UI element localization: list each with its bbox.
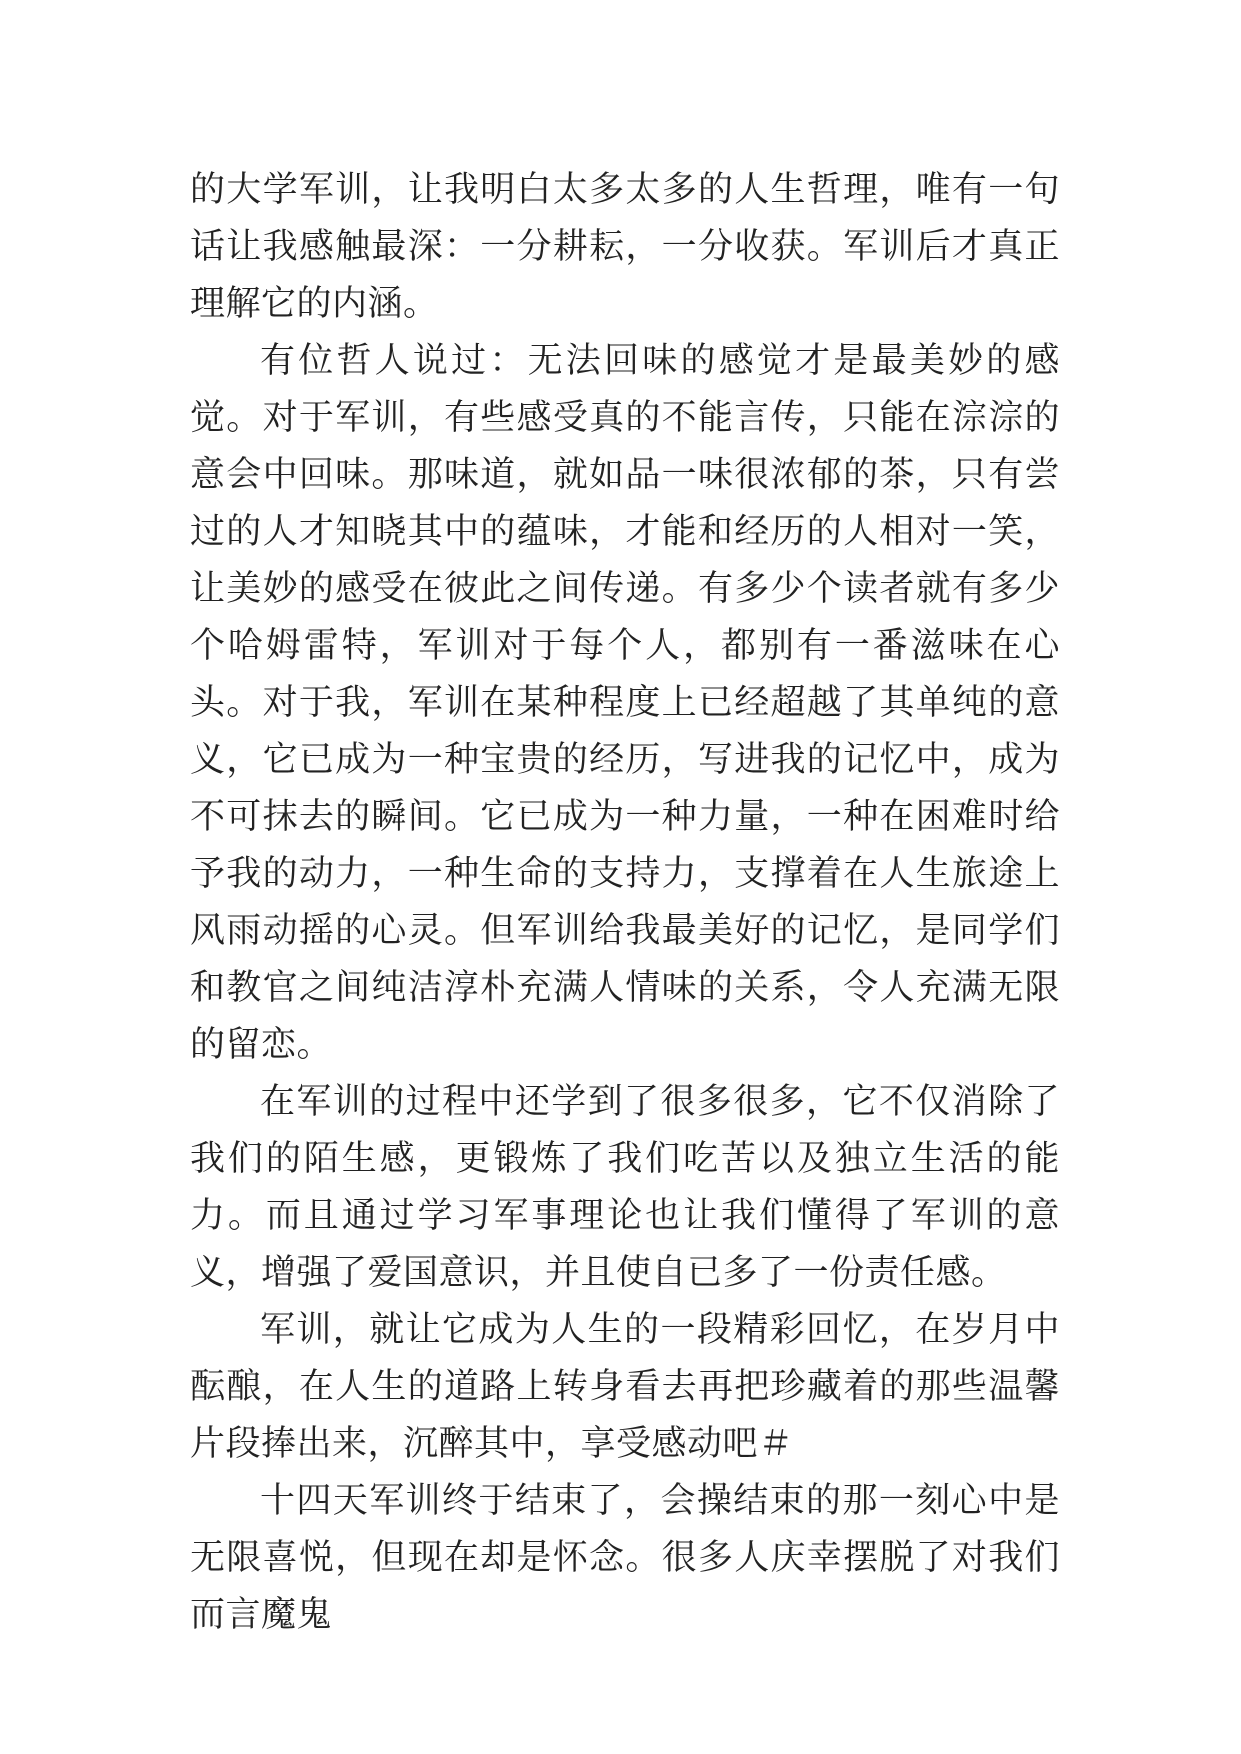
paragraph-2: 有位哲人说过：无法回味的感觉才是最美妙的感觉。对于军训，有些感受真的不能言传，只能在淙淙的意会中回味。那味道，就如品一味很浓郁的茶，只有尝过的人才知晓其中的蕴味，才能和经历的人相对一笑，让美妙的感受在彼此之间传递。有多少个读者就有多少个哈姆雷特，军训对于每个人，都别有一番滋味在心头。对于我，军训在某种程度上已经超越了其单纯的意义，它已成为一种宝贵的经历，写进我的记忆中，成为不可抹去的瞬间。它已成为一种力量，一种在困难时给予我的动力，一种生命的支持力，支撑着在人生旅途上风雨动摇的心灵。但军训给我最美好的记忆，是同学们和教官之间纯洁淳朴充满人情味的关系，令人充满无限的留恋。 [190,341,1060,1065]
paragraph-4: 军训，就让它成为人生的一段精彩回忆，在岁月中酝酿，在人生的道路上转身看去再把珍藏着的那些温馨片段捧出来，沉醉其中，享受感动吧＃ [190,1310,1060,1464]
paragraph-5: 十四天军训终于结束了，会操结束的那一刻心中是无限喜悦，但现在却是怀念。很多人庆幸摆脱了对我们而言魔鬼 [190,1481,1060,1635]
paragraph-3: 在军训的过程中还学到了很多很多，它不仅消除了我们的陌生感，更锻炼了我们吃苦以及独立生活的能力。而且通过学习军事理论也让我们懂得了军训的意义，增强了爱国意识，并且使自已多了一份责任感。 [190,1082,1060,1293]
document-body [190,162,1060,1644]
paragraph-1: 的大学军训，让我明白太多太多的人生哲理，唯有一句话让我感触最深：一分耕耘，一分收获。军训后才真正理解它的内涵。 [190,170,1060,324]
